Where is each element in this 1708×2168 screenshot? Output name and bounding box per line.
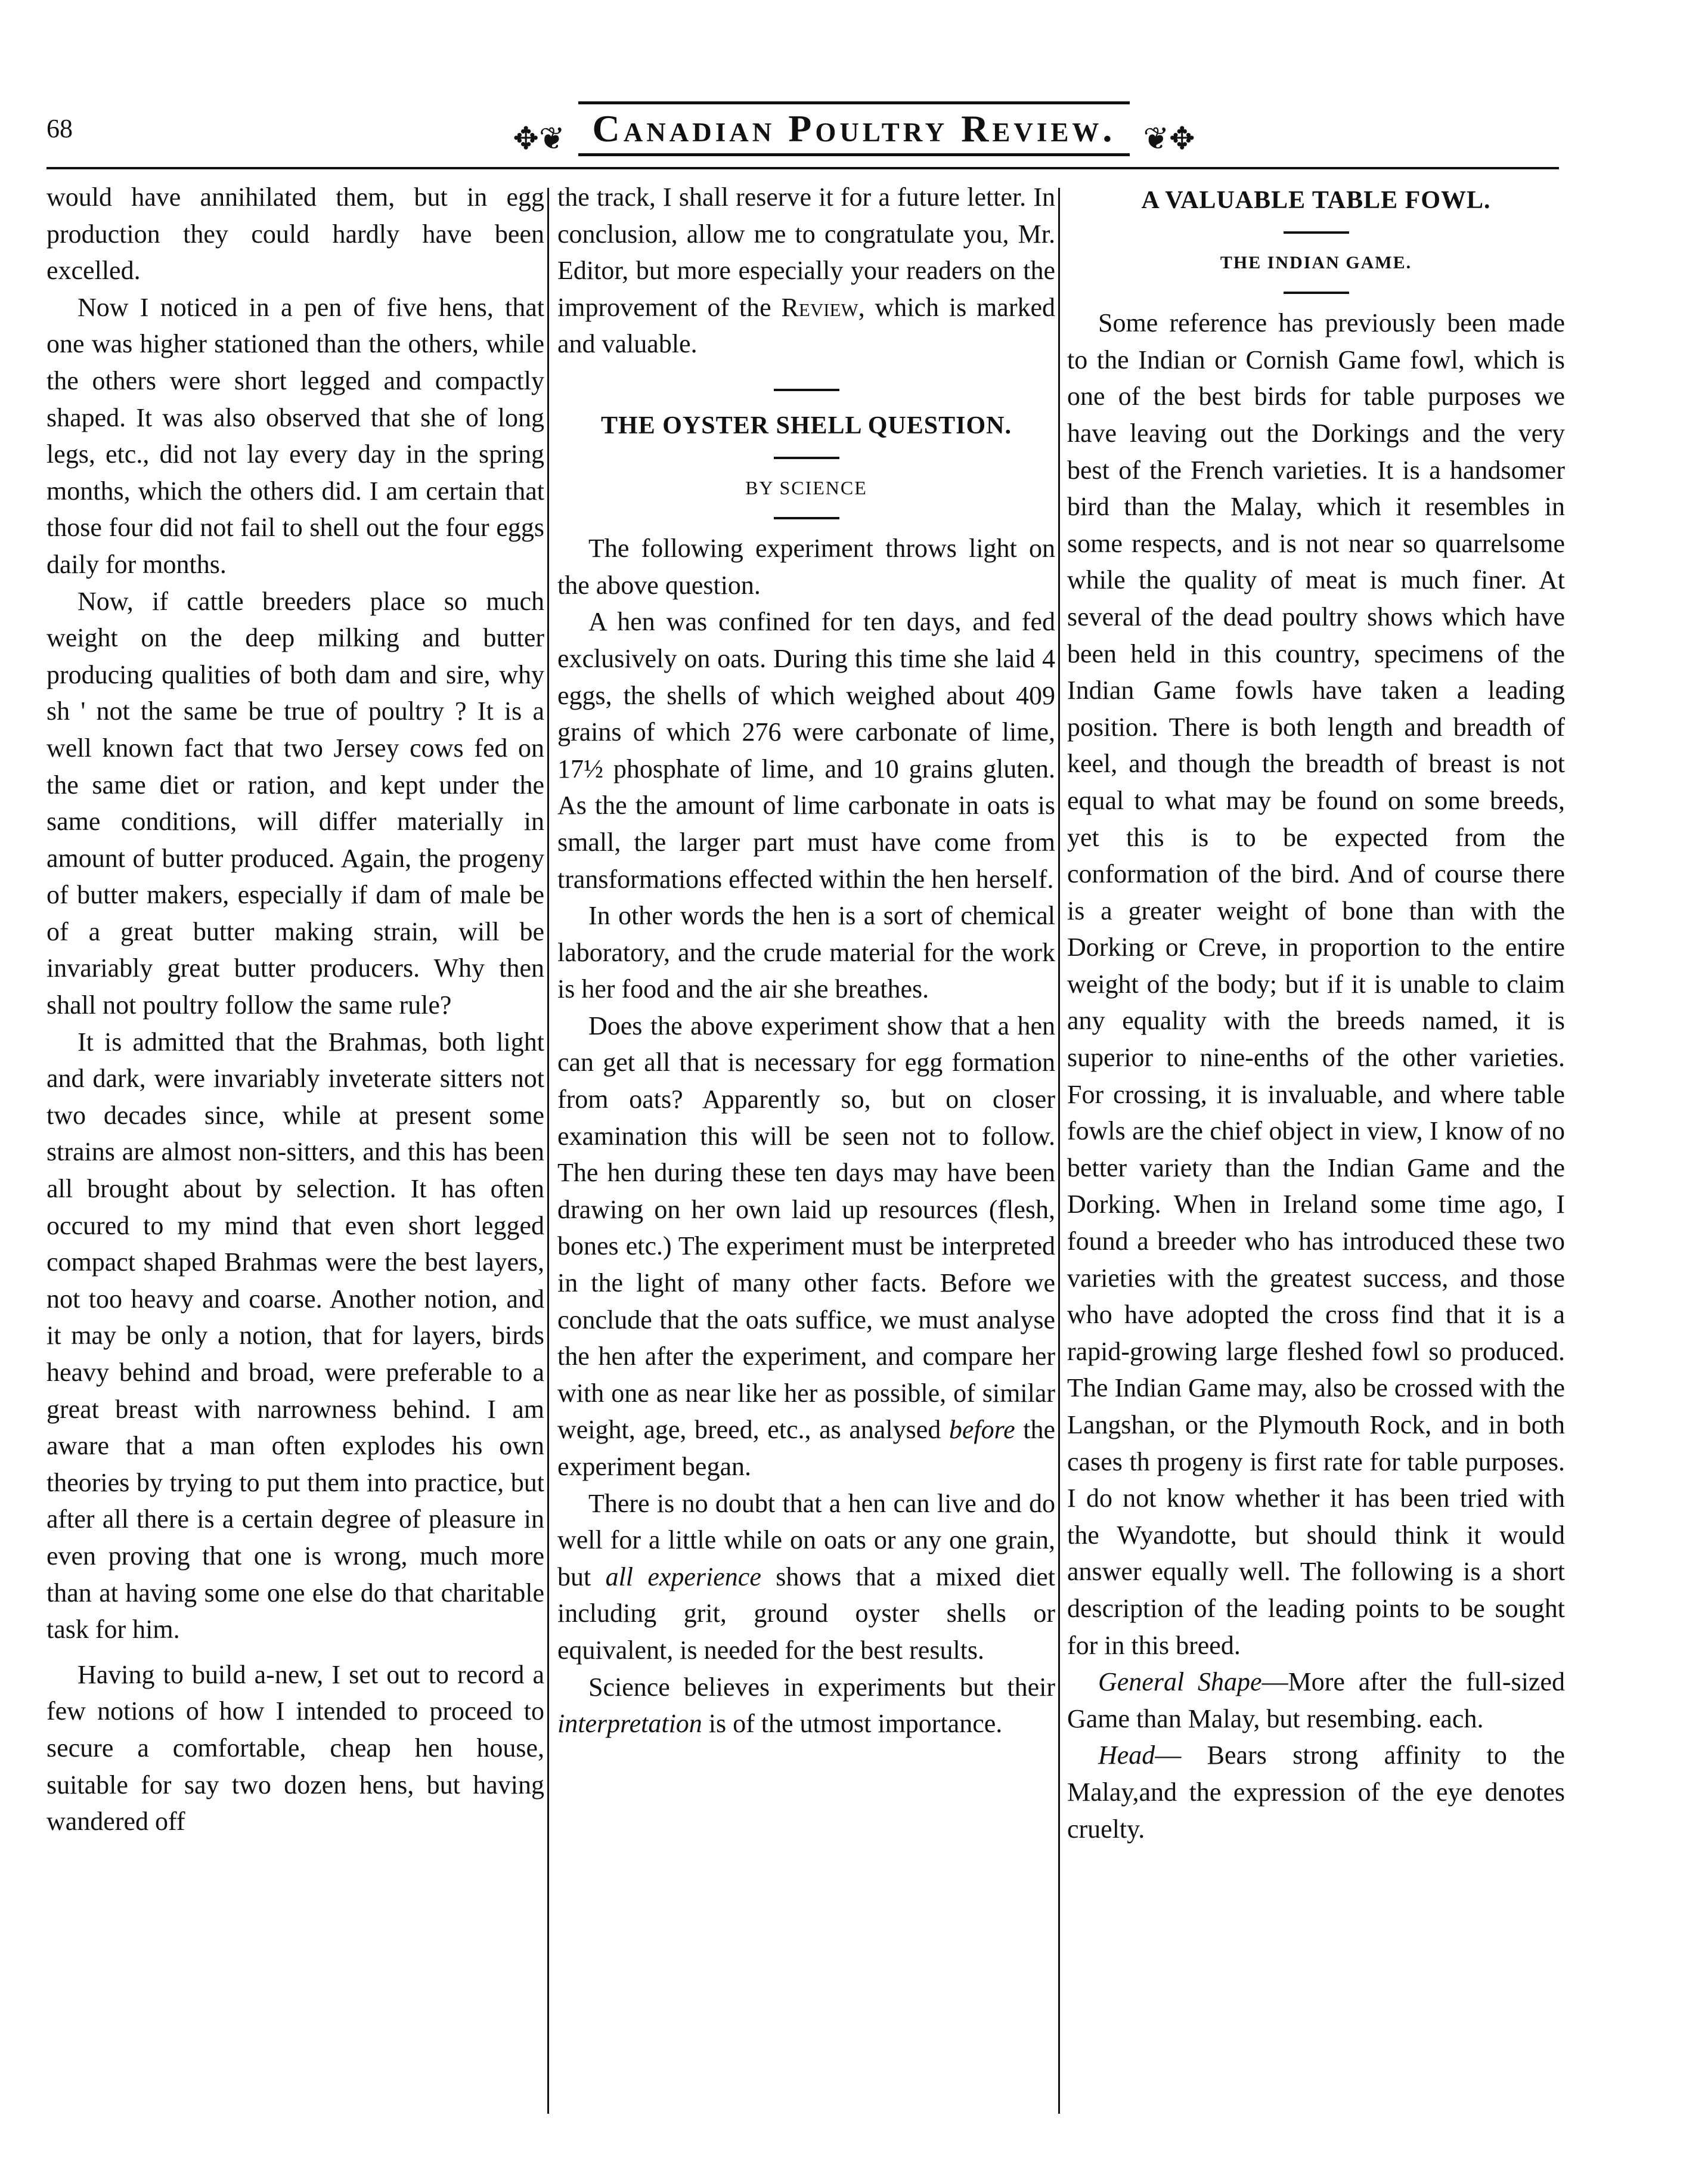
column-2	[557, 179, 1055, 1742]
text-run: —More after the full-sized Game than Malay, but resembing. each.	[1067, 1667, 1565, 1733]
text-run: — Bears strong affinity to the Malay,and the expression of the eye denotes cruelty.	[1067, 1740, 1565, 1844]
ornament-right-icon: ❦✥	[1143, 122, 1195, 157]
emphasis: before	[948, 1415, 1015, 1445]
paragraph: In other words the hen is a sort of chemical laboratory, and the crude material for the work is her food and the air she breathes.	[557, 901, 1055, 1004]
text-run: the experiment began.	[557, 1415, 1055, 1481]
emphasis: all experience	[605, 1562, 761, 1591]
text-run: Does the above experiment show that a hen can get all that is necessary for egg formation from oats? Apparently so, but on closer examination this will be seen not to follow. The hen during these ten days may have been drawing on her own laid up resources (flesh, bones etc.) The experiment must be interpreted in the light of many other facts. Before we conclude that the oats suffice, we must analyse the hen after the experiment, and compare her with one as near like her as possible, of similar weight, age, breed, etc., as analysed	[557, 1011, 1055, 1445]
review-name: Review	[781, 292, 858, 322]
paragraph	[1067, 1664, 1565, 1737]
ornament-left-icon: ✥❦	[513, 122, 565, 157]
section-rule	[774, 457, 839, 459]
section-rule	[1284, 231, 1349, 234]
byline: BY SCIENCE	[745, 476, 867, 498]
paragraph: Now, if cattle breeders place so much weight on the deep milking and butter producing qualities of both dam and sire, why sh ' not the same be true of poultry ? It is a well known fact that two Jersey cows fed on the same diet or ration, and kept under the same conditions, will differ materially in amount of butter produced. Again, the progeny of butter makers, especially if dam of male be of a great butter making strain, will be invariably great butter producers. Why then shall not poultry follow the same rule?	[47, 586, 544, 1020]
article-subheading: THE INDIAN GAME.	[1220, 252, 1412, 272]
section-rule	[774, 517, 839, 519]
paragraph: A hen was confined for ten days, and fed exclusively on oats. During this time she laid 4 eggs, the shells of which weighed about 409 grains of which 276 were carbonate of lime, 17½ phosphate of lime, and 10 grains gluten. As the the amount of lime carbonate in oats is small, the larger part must have come from transformations effected within the hen herself.	[557, 607, 1055, 894]
paragraph: Having to build a-new, I set out to record a few notions of how I intended to proceed to secure a comfortable, cheap hen house, suitable for say two dozen hens, but having wandered off	[47, 1659, 544, 1836]
masthead-title: Canadian Poultry Review.	[578, 101, 1130, 156]
article-heading: THE OYSTER SHELL QUESTION.	[601, 411, 1012, 439]
paragraph	[557, 1008, 1055, 1485]
text-run: , which is marked and valuable.	[557, 292, 1055, 359]
section-rule	[1284, 292, 1349, 294]
paragraph: Now I noticed in a pen of five hens, that one was higher stationed than the others, while the others were short legged and compactly shaped. It was also observed that she of long legs, etc., did not lay every day in the spring months, which the others did. I am certain that those four did not fail to shell out the four eggs daily for months.	[47, 292, 544, 579]
column-divider	[547, 188, 549, 2114]
page-number: 68	[47, 114, 73, 143]
column-3	[1067, 179, 1565, 1847]
text-run: Science believes in experiments but their	[588, 1672, 1055, 1702]
emphasis: Head	[1098, 1740, 1155, 1770]
text-run: is of the utmost importance.	[702, 1709, 1003, 1739]
header-rule	[47, 167, 1559, 169]
paragraph	[557, 179, 1055, 363]
text-run: There is no doubt that a hen can live and do well for a little while on oats or any one grain, but	[557, 1488, 1055, 1591]
masthead	[0, 101, 1708, 157]
column-divider	[1058, 188, 1060, 2114]
paragraph: It is admitted that the Brahmas, both light and dark, were invariably inveterate sitters not two decades since, while at present some strains are almost non-sitters, and this has been all brought about by selection. It has often occured to my mind that even short legged compact shaped Brahmas were the best layers, not too heavy and coarse. Another notion, and it may be only a notion, that for layers, birds heavy behind and broad, were preferable to a great breast with narrowness behind. I am aware that a man often explodes his own theories by trying to put them into practice, but after all there is a certain degree of pleasure in even proving that one is wrong, much more than at having some one else do that charitable task for him.	[47, 1027, 544, 1644]
paragraph	[557, 1485, 1055, 1669]
emphasis: General Shape	[1098, 1667, 1262, 1697]
emphasis: interpretation	[557, 1709, 702, 1739]
column-1	[47, 179, 544, 1840]
paragraph	[1067, 1737, 1565, 1847]
article-heading: A VALUABLE TABLE FOWL.	[1141, 187, 1491, 214]
section-rule	[774, 389, 839, 391]
paragraph: Some reference has previously been made to the Indian or Cornish Game fowl, which is one of the best birds for table purposes we have leaving out the Dorkings and the very best of the French varieties. It is a handsomer bird than the Malay, which it resembles in some respects, and is not near so quarrelsome while the quality of meat is much finer. At several of the dead poultry shows which have been held in this country, specimens of the Indian Game fowls have taken a leading position. There is both length and breadth of keel, and though the breadth of breast is not equal to what may be found on some breeds, yet this is to be expected from the conformation of the bird. And of course there is a greater weight of bone than with the Dorking or Creve, in proportion to the entire weight of the body; but if it is unable to claim any equality with the breeds named, it is superior to nine-enths of the other varieties. For crossing, it is invaluable, and where table fowls are the chief object in view, I know of no better variety than the Indian Game and the Dorking. When in Ireland some time ago, I found a breeder who has introduced these two varieties with the greatest success, and those who have adopted the cross find that it is a rapid-growing large fleshed fowl so produced. The Indian Game may, also be crossed with the Langshan, or the Plymouth Rock, and in both cases th progeny is first rate for table purposes. I do not know whether it has been tried with the Wyandotte, but should think it would answer equally well. The following is a short description of the leading points to be sought for in this breed.	[1067, 308, 1565, 1660]
paragraph: The following experiment throws light on the above question.	[557, 534, 1055, 600]
text-run: the track, I shall reserve it for a future letter. In conclusion, allow me to congratulate you, Mr. Editor, but more especially your readers on the improvement of the	[557, 182, 1055, 322]
paragraph: would have annihilated them, but in egg production they could hardly have been excelled.	[47, 182, 544, 286]
text-run: shows that a mixed diet including grit, ground oyster shells or equivalent, is needed for the best results.	[557, 1562, 1055, 1665]
paragraph	[557, 1669, 1055, 1742]
